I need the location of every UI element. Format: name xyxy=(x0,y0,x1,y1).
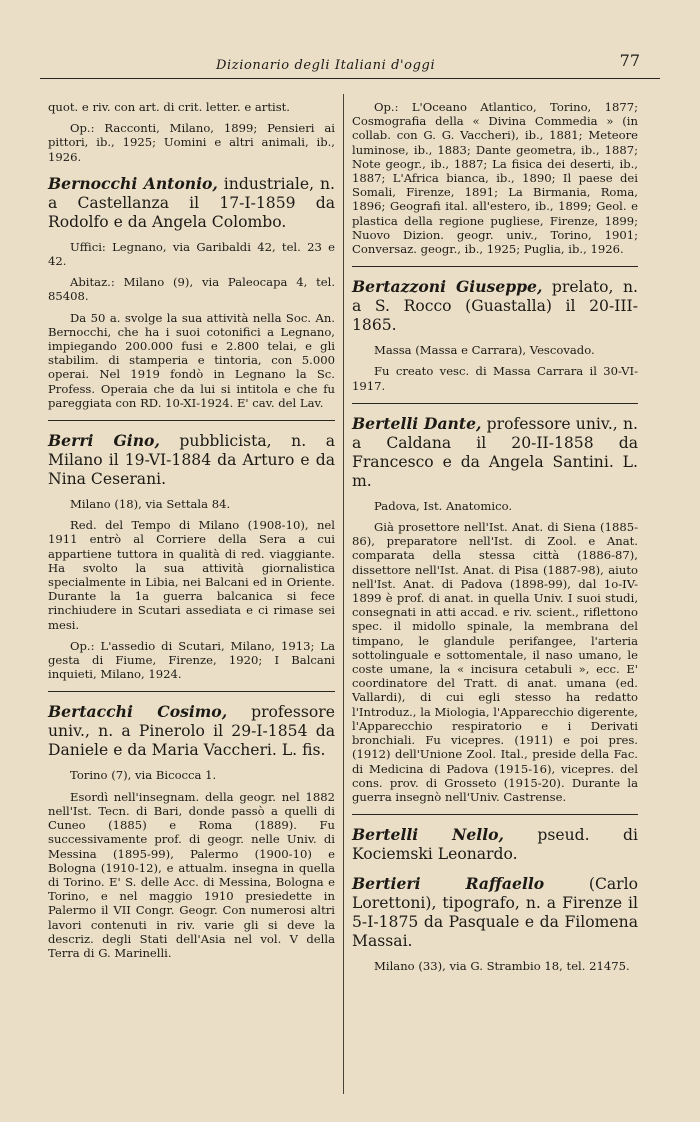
entry-paragraph: Già prosettore nell'Ist. Anat. di Siena (1885-86), preparatore nell'Ist. di Zool. e Anat. comparata della stessa città (1886-87), dissettore nell'Ist. Anat. di Pisa (1887-98), aiuto nell'Ist. Anat. di Padova (1898-99), dal 1o-IV-1899 è prof. di anat. in quella Univ. I suoi studi, consegnati in atti accad. e riv. scient., riflettono spec. il midollo spinale, la membrana del timpano, le glandule perifangee, l'arteria sottolinguale e sottomentale, il naso umano, le coste umane, la « incisura cetabuli », ecc. E' coordinatore del Tratt. di anat. umana (ed. Vallardi), di cui egli stesso ha redatto l'Introduz., la Miologia, l'Apparecchio digerente, l'Apparecchio respiratorio e i Derivati bronchiali. Fu vicepres. (1911) e poi pres. (1912) dell'Unione Zool. Ital., preside della Fac. di Medicina di Padova (1915-16), vicepres. del cons. prov. di Grosseto (1915-20). Durante la guerra insegnò nell'Univ. Castrense. xyxy=(352,520,638,804)
entry-summary: professore univ., n. a Caldana il 20-II-1858 da Francesco e da Angela Santini. L. m. xyxy=(352,414,638,490)
entry-separator xyxy=(352,266,638,267)
right-column xyxy=(352,100,638,980)
entry-paragraph: Da 50 a. svolge la sua attività nella Soc. An. Bernocchi, che ha i suoi cotonifici a Legnano, impiegando 200.000 fusi e 2.800 telai, e gli stabilim. di stamperia e tintoria, con 5.000 operai. Nel 1919 fondò in Legnano la Sc. Profess. Operaia che da lui si intitola e che fu pareggiata con RD. 10-XI-1924. E' cav. del Lav. xyxy=(48,310,335,410)
entry-separator xyxy=(352,814,638,815)
entry-heading xyxy=(352,414,638,491)
entry-paragraph: quot. e riv. con art. di crit. letter. e artist. xyxy=(48,100,290,114)
page-header xyxy=(40,48,660,79)
running-title: Dizionario degli Italiani d'oggi xyxy=(216,58,436,73)
page-number: 77 xyxy=(619,51,640,70)
entry-paragraph: Milano (18), via Settala 84. xyxy=(70,497,231,512)
entry-name: Berri Gino, xyxy=(48,431,160,451)
entry-paragraph: Op.: Racconti, Milano, 1899; Pensieri ai pittori, ib., 1925; Uomini e altri animali, ib., 1926. xyxy=(48,121,335,164)
entry-summary: pseud. di Kociemski Leonardo. xyxy=(352,826,638,864)
entry-summary: (Carlo Lorettoni), tipografo, n. a Firenze il 5-I-1875 da Pasquale e da Filomena Massai. xyxy=(352,875,638,951)
entry-paragraph: Op.: L'Oceano Atlantico, Torino, 1877; Cosmografia della « Divina Commedia » (in collab. con G. G. Vaccheri), ib., 1881; Meteore luminose, ib., 1883; Dante geometra, ib., 1887; Note geogr., ib., 1887; La fisica dei deserti, ib., 1887; L'Africa bianca, ib., 1890; Il paese dei Somali, Firenze, 1891; La Birmania, Roma, 1896; Geografi ital. all'estero, ib., 1899; Geol. e plastica della regione pugliese, Firenze, 1899; Nuovo Dizion. geogr. univ., Torino, 1901; Conversaz. geogr., ib., 1925; Puglia, ib., 1926. xyxy=(352,100,638,257)
entry-paragraph: Fu creato vesc. di Massa Carrara il 30-VI-1917. xyxy=(352,364,638,393)
entry-name: Bertieri Raffaello xyxy=(352,874,545,894)
entry-summary: prelato, n. a S. Rocco (Guastalla) il 20-III-1865. xyxy=(352,278,638,335)
entry-paragraph: Abitaz.: Milano (9), via Paleocapa 4, tel. 85408. xyxy=(48,275,335,304)
entry-name: Bernocchi Antonio, xyxy=(48,173,218,193)
entry-name: Bertelli Dante, xyxy=(352,413,482,433)
entry-paragraph: Milano (33), via G. Strambio 18, tel. 21475. xyxy=(374,959,630,974)
entry-paragraph: Torino (7), via Bicocca 1. xyxy=(70,768,217,783)
entry-paragraph: Uffici: Legnano, via Garibaldi 42, tel. 23 e 42. xyxy=(48,239,335,269)
entry-paragraph: Op.: L'assedio di Scutari, Milano, 1913; La gesta di Fiume, Firenze, 1920; I Balcani inquieti, Milano, 1924. xyxy=(48,638,335,682)
left-column xyxy=(48,100,335,967)
entry-heading xyxy=(48,174,335,232)
entry-heading xyxy=(352,874,638,951)
entry-separator xyxy=(48,420,335,421)
entry-name: Bertazzoni Giuseppe, xyxy=(352,277,543,297)
entry-heading xyxy=(48,702,335,760)
entry-separator xyxy=(352,403,638,404)
entry-name: Bertacchi Cosimo, xyxy=(48,702,228,722)
entry-summary: professore univ., n. a Pinerolo il 29-I-1854 da Daniele e da Maria Vaccheri. L. fis. xyxy=(48,703,335,760)
entry-summary: industriale, n. a Castellanza il 17-I-1859 da Rodolfo e da Angela Colombo. xyxy=(48,174,335,231)
entry-heading xyxy=(352,277,638,335)
entry-summary: pubblicista, n. a Milano il 19-VI-1884 da Arturo e da Nina Ceserani. xyxy=(48,432,336,489)
entry-heading xyxy=(48,431,335,489)
entry-paragraph: Esordì nell'insegnam. della geogr. nel 1882 nell'Ist. Tecn. di Bari, donde passò a quelli di Cuneo (1885) e Roma (1889). Fu successivamente prof. di geogr. nelle Univ. di Messina (1895-99), Palermo (1900-10) e Bologna (1910-12), e attualm. insegna in quella di Torino. E' S. delle Acc. di Messina, Bologna e Torino, e nel maggio 1910 presiedette in Palermo il VII Congr. Geogr. Con numerosi altri lavori contenuti in riv. varie gli si deve la descriz. degli Stati dell'Asia nel vol. V della Terra di G. Marinelli. xyxy=(48,789,335,960)
entry-paragraph: Massa (Massa e Carrara), Vescovado. xyxy=(374,343,595,358)
entry-paragraph: Padova, Ist. Anatomico. xyxy=(374,498,513,513)
entry-paragraph: Red. del Tempo di Milano (1908-10), nel 1911 entrò al Corriere della Sera a cui appartiene tuttora in qualità di red. viaggiante. Ha svolto la sua attività giornalistica specialmente in Libia, nei Balcani ed in Oriente. Durante la 1a guerra balcanica si fece rinchiudere in Scutari assediata e ci rimase sei mesi. xyxy=(48,518,335,632)
entry-heading xyxy=(352,825,638,864)
entry-name: Bertelli Nello, xyxy=(352,825,504,845)
entry-separator xyxy=(48,691,335,692)
column-divider xyxy=(343,94,344,1094)
